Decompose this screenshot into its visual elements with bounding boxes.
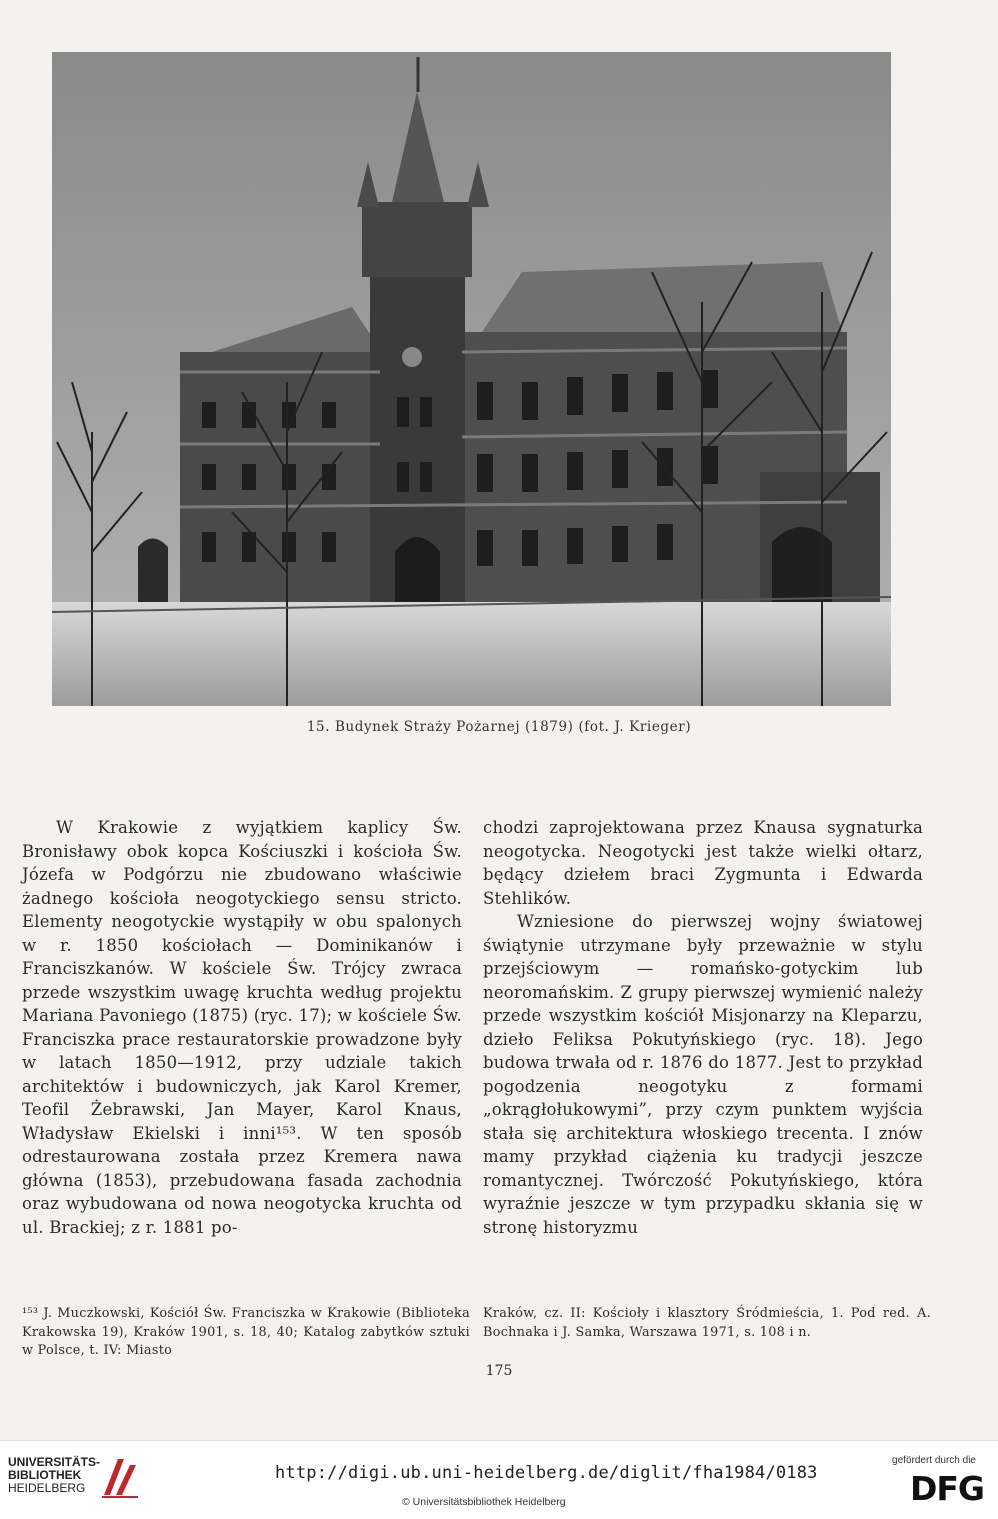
left-text-column [22, 816, 462, 1239]
library-name-line1: UNIVERSITÄTS- [8, 1455, 101, 1469]
paragraph: W Krakowie z wyjątkiem kaplicy Św. Bronisławy obok kopca Kościuszki i kościoła Św. Józefa w Podgórzu nie zbudowano właściwie żadnego kościoła neogotyckiego sensu stricto. Elementy neogotyckie wystąpiły w obu spalonych w r. 1850 kościołach — Dominikanów i Franciszkanów. W kościele Św. Trójcy zwraca przede wszystkim uwagę kruchta według projektu Mariana Pavoniego (1875) (ryc. 17); w kościele Św. Franciszka prace restauratorskie prowadzone były w latach 1850—1912, przy udziale takich architektów i budowniczych, jak Karol Kremer, Teofil Żebrawski, Jan Mayer, Karol Knaus, Władysław Ekielski i inni¹⁵³. W ten sposób odrestaurowana została przez Kremera nawa główna (1853), przebudowana fasada zachodnia oraz wybudowana od nowa neogotycka kruchta od ul. Brackiej; z r. 1881 po- [22, 818, 462, 1237]
library-name-line3: HEIDELBERG [8, 1481, 86, 1495]
building-photo-illustration [52, 52, 891, 706]
right-text-column [483, 816, 923, 1239]
figure-caption: 15. Budynek Straży Pożarnej (1879) (fot. J. Krieger) [306, 719, 692, 735]
funded-by-label: gefördert durch die [892, 1455, 976, 1466]
dfg-logo: DFG [909, 1469, 984, 1508]
footnote-right: Kraków, cz. II: Kościoły i klasztory Śródmieścia, 1. Pod red. A. Bochnaka i J. Samka, Warszawa 1971, s. 108 i n. [483, 1306, 931, 1340]
footnote-left: ¹⁵³ J. Muczkowski, Kościół Św. Franciszka w Krakowie (Biblioteka Krakowska 19), Kraków 1901, s. 18, 40; Katalog zabytków sztuki w Polsce, t. IV: Miasto [22, 1306, 470, 1359]
library-name-line2: BIBLIOTHEK [8, 1468, 82, 1482]
photograph-fire-station-building [52, 52, 891, 706]
paragraph: Wzniesione do pierwszej wojny światowej świątynie utrzymane były przeważnie w stylu przejściowym — romańsko-gotyckim lub neoromańskim. Z grupy pierwszej wymienić należy przede wszystkim kościół Misjonarzy na Kleparzu, dzieło Feliksa Pokutyńskiego (ryc. 18). Jego budowa trwała od r. 1876 do 1877. Jest to przykład pogodzenia neogotyku z formami „okrągłołukowymi”, przy czym punktem wyjścia stała się architektura włoskiego trecenta. I znów mamy przykład ciążenia ku tradycji jeszcze romantycznej. Twórczość Pokutyńskiego, która wyraźnie jeszcze w tym przypadku skłania się w stronę historyzmu [483, 912, 923, 1237]
copyright-notice: © Universitätsbibliothek Heidelberg [402, 1496, 566, 1508]
library-name [8, 1456, 100, 1495]
paragraph: chodzi zaprojektowana przez Knausa sygnaturka neogotycka. Neogotycki jest także wielki ołtarz, będący dziełem braci Zygmunta i Edwarda Stehlików. [483, 818, 923, 908]
digitization-footer [0, 1440, 998, 1519]
page-number: 175 [485, 1363, 513, 1379]
library-logo-icon [100, 1455, 140, 1499]
document-url-link[interactable]: http://digi.ub.uni-heidelberg.de/diglit/fha1984/0183 [275, 1463, 818, 1483]
